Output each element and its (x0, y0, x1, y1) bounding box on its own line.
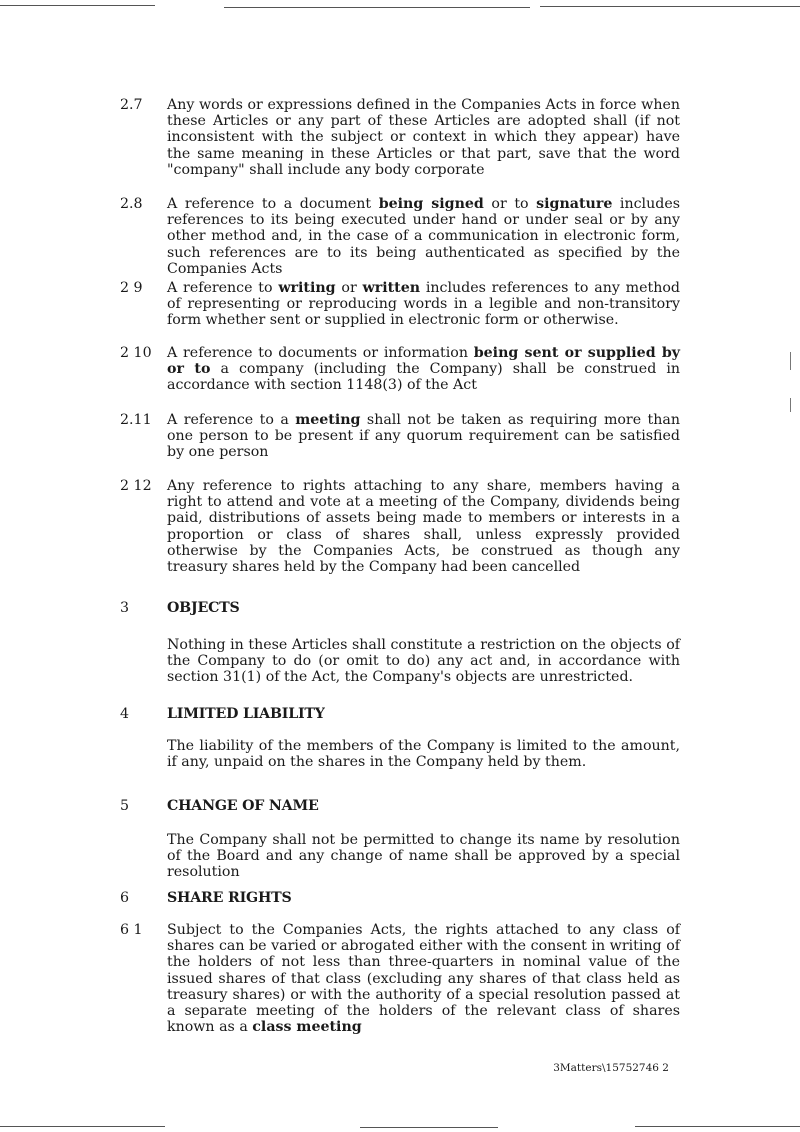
defined-term: class meeting (252, 1019, 362, 1036)
clause-number: 5 (120, 798, 130, 814)
document-reference: 3Matters\15752746 2 (553, 1062, 669, 1074)
section-heading (120, 890, 680, 906)
defined-term: written (362, 280, 421, 296)
clause-text-run: A reference to (167, 280, 279, 296)
section-heading (120, 706, 680, 722)
clause-text-run: or (335, 280, 363, 296)
section-heading-text: SHARE RIGHTS (167, 890, 292, 906)
clause-text-run: A reference to a document (167, 196, 379, 212)
top-rule-right (540, 6, 800, 7)
clause-text (167, 637, 680, 686)
clause-text (167, 832, 680, 881)
bottom-rule-left (0, 1126, 165, 1127)
clause-paragraph (120, 922, 680, 1035)
clause-paragraph (120, 345, 680, 394)
clause-text-run: or to (483, 196, 537, 212)
clause-number: 6 1 (120, 922, 143, 938)
clause-number: 2.11 (120, 412, 152, 428)
clause-paragraph (120, 196, 680, 277)
clause-number: 2.7 (120, 97, 143, 113)
clause-number: 2 9 (120, 280, 143, 296)
clause-text-run: Subject to the Companies Acts, the rights attached to any class of shares can be varied or abrogated either with the consent in writing of the holders of not less than three-quarters in nominal value of the issued shares of that class (excluding any shares of that class held as treasury shares) or with the authority of a special resolution passed at a separate meeting of the holders of the relevant class of shares known as a (167, 922, 680, 1036)
clause-paragraph (120, 738, 680, 770)
clause-text (167, 412, 680, 461)
clause-text-run: includes references to its being executed under hand or under seal or by any other method and, in the case of a communication in electronic form, such references are to its being authenticated as specified by the Companies Acts (167, 196, 680, 277)
margin-mark (790, 398, 791, 412)
bottom-rule-middle (360, 1127, 498, 1128)
clause-number: 2.8 (120, 196, 143, 212)
clause-paragraph (120, 832, 680, 881)
clause-text (167, 280, 680, 329)
defined-term: writing (278, 280, 336, 296)
clause-paragraph (120, 637, 680, 686)
defined-term: being sent or supplied by or to (167, 345, 680, 378)
section-heading (120, 600, 680, 616)
top-rule-left (0, 5, 155, 6)
clause-text-run: Nothing in these Articles shall constitute a restriction on the objects of the Company to do (or omit to do) any act and, in accordance with section 31(1) of the Act, the Company's objects are unrestricted. (167, 637, 680, 686)
clause-paragraph (120, 412, 680, 461)
clause-text (167, 196, 680, 277)
clause-text (167, 345, 680, 394)
clause-text-run: The liability of the members of the Company is limited to the amount, if any, unpaid on the shares in the Company held by them. (167, 738, 680, 771)
clause-text (167, 97, 680, 178)
section-heading (120, 798, 680, 814)
defined-term: meeting (295, 412, 361, 428)
clause-number: 3 (120, 600, 130, 616)
clause-paragraph (120, 478, 680, 575)
clause-text (167, 478, 680, 575)
clause-text (167, 922, 680, 1035)
clause-text-run: a company (including the Company) shall be construed in accordance with section 1148(3) of the Act (167, 361, 680, 394)
clause-text (167, 738, 680, 770)
section-heading-text: LIMITED LIABILITY (167, 706, 325, 722)
top-rule-middle (224, 7, 530, 8)
section-heading-text: CHANGE OF NAME (167, 798, 319, 814)
clause-text-run: The Company shall not be permitted to change its name by resolution of the Board and any change of name shall be approved by a special resolution (167, 832, 680, 881)
clause-text-run: Any reference to rights attaching to any share, members having a right to attend and vote at a meeting of the Company, dividends being paid, distributions of assets being made to members or interests in a proportion or class of shares shall, unless expressly provided otherwise by the Companies Acts, be construed as though any treasury shares held by the Company had been cancelled (167, 478, 680, 576)
clause-number: 4 (120, 706, 130, 722)
clause-number: 2 12 (120, 478, 152, 494)
margin-mark (790, 352, 791, 370)
clause-paragraph (120, 97, 680, 178)
clause-paragraph (120, 280, 680, 329)
clause-number: 2 10 (120, 345, 152, 361)
defined-term: signature (536, 196, 613, 212)
clause-text-run: shall not be taken as requiring more than one person to be present if any quorum requirement can be satisfied by one person (167, 412, 680, 461)
clause-text-run: includes references to any method of representing or reproducing words in a legible and non-transitory form whether sent or supplied in electronic form or otherwise. (167, 280, 680, 329)
defined-term: being signed (378, 196, 484, 212)
section-heading-text: OBJECTS (167, 600, 240, 616)
bottom-rule-right (635, 1126, 800, 1127)
clause-number: 6 (120, 890, 130, 906)
clause-text-run: A reference to documents or information (167, 345, 474, 361)
clause-text-run: A reference to a (167, 412, 296, 428)
clause-text-run: Any words or expressions defined in the Companies Acts in force when these Articles or any part of these Articles are adopted shall (if not inconsistent with the subject or context in which they appear) have the same meaning in these Articles or that part, save that the word "company" shall include any body corporate (167, 97, 680, 178)
